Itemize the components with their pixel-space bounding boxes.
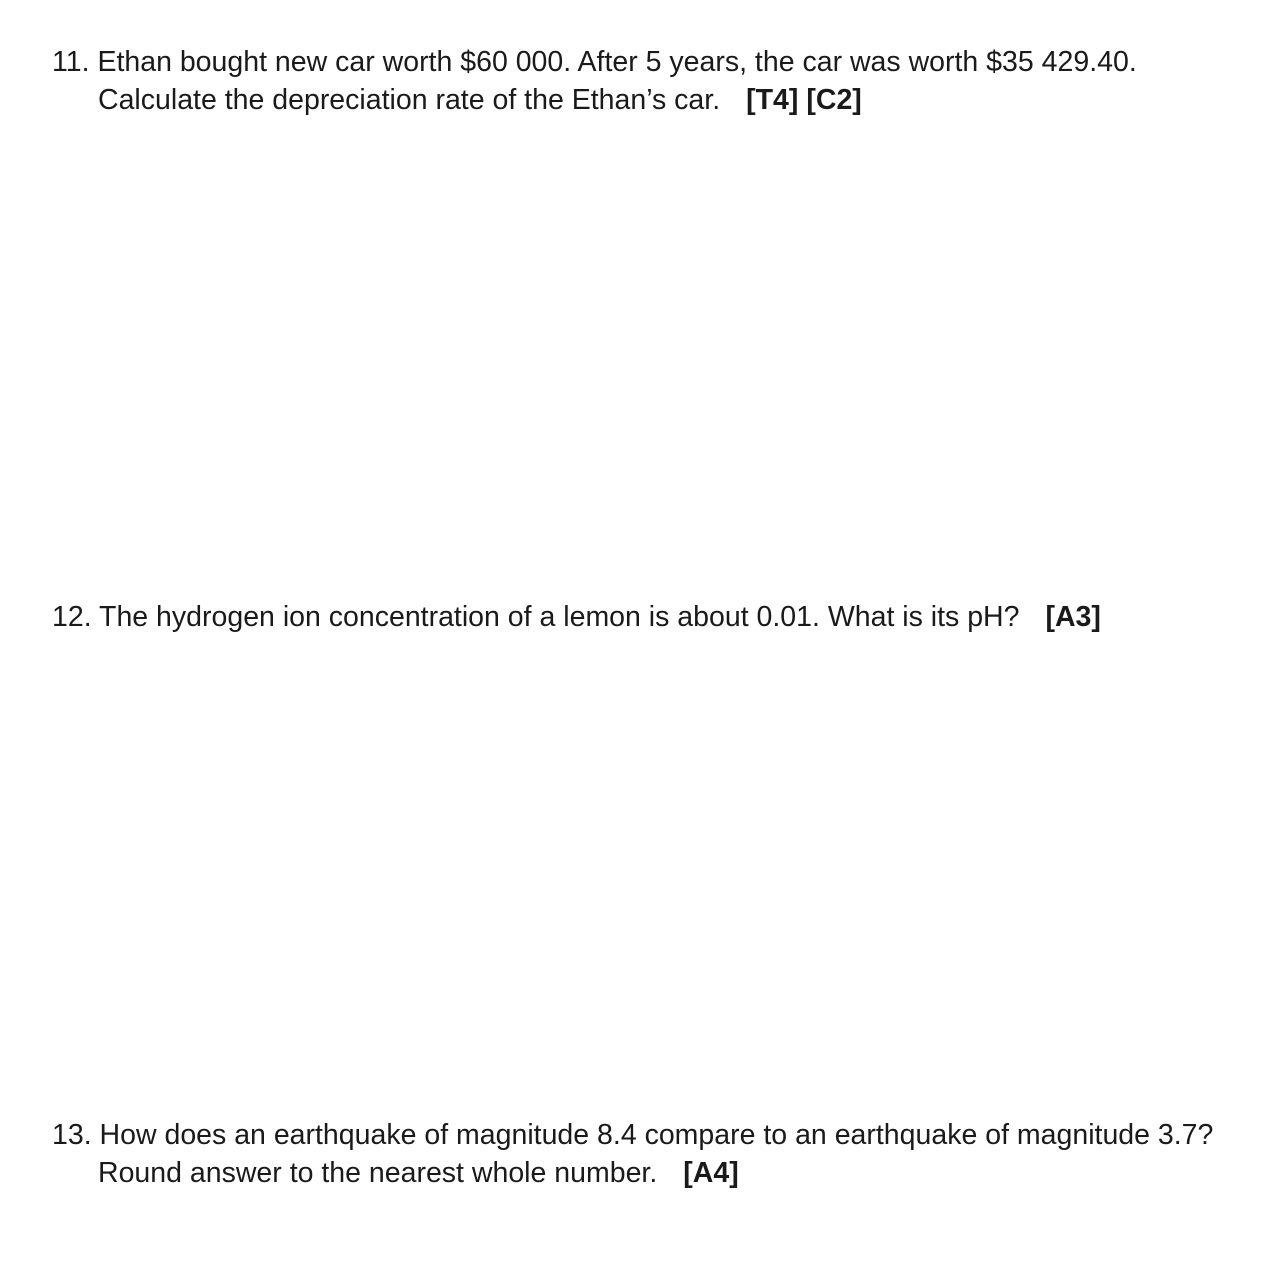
question-13-line-1: [52, 1116, 1252, 1154]
question-number: 12.: [52, 601, 92, 633]
question-number: 13.: [52, 1119, 92, 1151]
question-13-line-2: [52, 1154, 1252, 1192]
question-11-line-2: [52, 81, 1252, 119]
skill-tag: [A4]: [683, 1157, 739, 1189]
question-text: Ethan bought new car worth $60 000. After 5 years, the car was worth $35 429.40.: [97, 46, 1137, 78]
question-11: [52, 43, 1252, 119]
question-12-line-1: [52, 598, 1252, 636]
question-text-continued: Round answer to the nearest whole number.: [98, 1157, 658, 1189]
skill-tag: [C2]: [806, 84, 862, 116]
question-11-line-1: [52, 43, 1252, 81]
question-number: 11.: [52, 46, 90, 78]
question-text: The hydrogen ion concentration of a lemon is about 0.01. What is its pH?: [99, 601, 1020, 633]
question-12: [52, 598, 1252, 636]
question-13: [52, 1116, 1252, 1192]
question-text: How does an earthquake of magnitude 8.4 compare to an earthquake of magnitude 3.7?: [99, 1119, 1214, 1151]
skill-tag: [T4]: [746, 84, 799, 116]
skill-tag: [A3]: [1045, 601, 1101, 633]
question-text-continued: Calculate the depreciation rate of the Ethan’s car.: [98, 84, 721, 116]
